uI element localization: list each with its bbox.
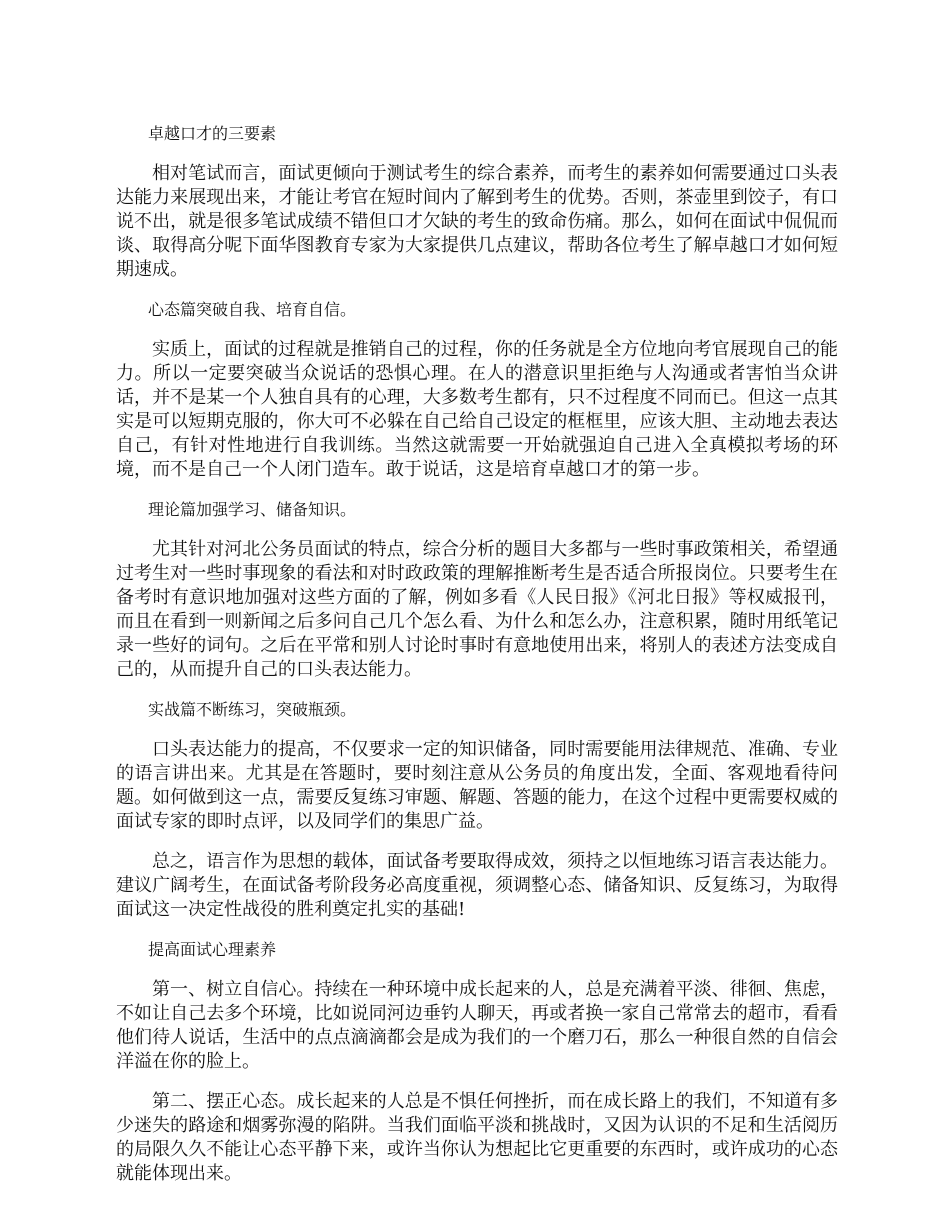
section-heading-mindset: 心态篇突破自我、培育自信。: [148, 300, 357, 319]
summary-paragraph: 总之，语言作为思想的载体，面试备考要取得成效，须持之以恒地练习语言表达能力。建议广阔考生，在面试备考阶段务必高度重视，须调整心态、储备知识、反复练习，为取得面试这一决定性战役的胜利奠定扎实的基础!: [116, 851, 838, 920]
intro-paragraph: 相对笔试而言，面试更倾向于测试考生的综合素养，而考生的素养如何需要通过口头表达能力来展现出来，才能让考官在短时间内了解到考生的优势。否则，茶壶里到饺子，有口说不出，就是很多笔试成绩不错但口才欠缺的考生的致命伤痛。那么，如何在面试中侃侃而谈、取得高分呢下面华图教育专家为大家提供几点建议，帮助各位考生了解卓越口才如何短期速成。: [116, 163, 838, 280]
mindset-paragraph: 实质上，面试的过程就是推销自己的过程，你的任务就是全方位地向考官展现自己的能力。所以一定要突破当众说话的恐惧心理。在人的潜意识里拒绝与人沟通或者害怕当众讲话，并不是某一个人独自具有的心理，大多数考生都有，只不过程度不同而已。但这一点其实是可以短期克服的，你大可不必躲在自己给自己设定的框框里，应该大胆、主动地去表达自己，有针对性地进行自我训练。当然这就需要一开始就强迫自己进入全真模拟考场的环境，而不是自己一个人闭门造车。敢于说话，这是培育卓越口才的第一步。: [116, 339, 838, 480]
attitude-paragraph: 第二、摆正心态。成长起来的人总是不惧任何挫折，而在成长路上的我们，不知道有多少迷失的路途和烟雾弥漫的陷阱。当我们面临平淡和挑战时，又因为认识的不足和生活阅历的局限久久不能让心态平静下来，或许当你认为想起比它更重要的东西时，或许成功的心态就能体现出来。: [116, 1091, 838, 1184]
section-heading-practice: 实战篇不断练习，突破瓶颈。: [148, 700, 357, 719]
section-heading-three-elements: 卓越口才的三要素: [148, 124, 277, 143]
section-heading-psychology: 提高面试心理素养: [148, 940, 277, 959]
confidence-paragraph: 第一、树立自信心。持续在一种环境中成长起来的人，总是充满着平淡、徘徊、焦虑，不如让自己去多个环境，比如说同河边垂钓人聊天，再或者换一家自己常常去的超市，看看他们待人说话，生活中的点点滴滴都会是成为我们的一个磨刀石，那么一种很自然的自信会洋溢在你的脸上。: [116, 979, 838, 1072]
practice-paragraph: 口头表达能力的提高，不仅要求一定的知识储备，同时需要能用法律规范、准确、专业的语言讲出来。尤其是在答题时，要时刻注意从公务员的角度出发，全面、客观地看待问题。如何做到这一点，需要反复练习审题、解题、答题的能力，在这个过程中更需要权威的面试专家的即时点评，以及同学们的集思广益。: [116, 739, 838, 832]
section-heading-theory: 理论篇加强学习、储备知识。: [148, 500, 357, 519]
theory-paragraph: 尤其针对河北公务员面试的特点，综合分析的题目大多都与一些时事政策相关，希望通过考生对一些时事现象的看法和对时政政策的理解推断考生是否适合所报岗位。只要考生在备考时有意识地加强对这些方面的了解，例如多看《人民日报》《河北日报》等权威报刊，而且在看到一则新闻之后多问自己几个怎么看、为什么和怎么办，注意积累，随时用纸笔记录一些好的词句。之后在平常和别人讨论时事时有意地使用出来，将别人的表述方法变成自己的，从而提升自己的口头表达能力。: [116, 539, 838, 680]
